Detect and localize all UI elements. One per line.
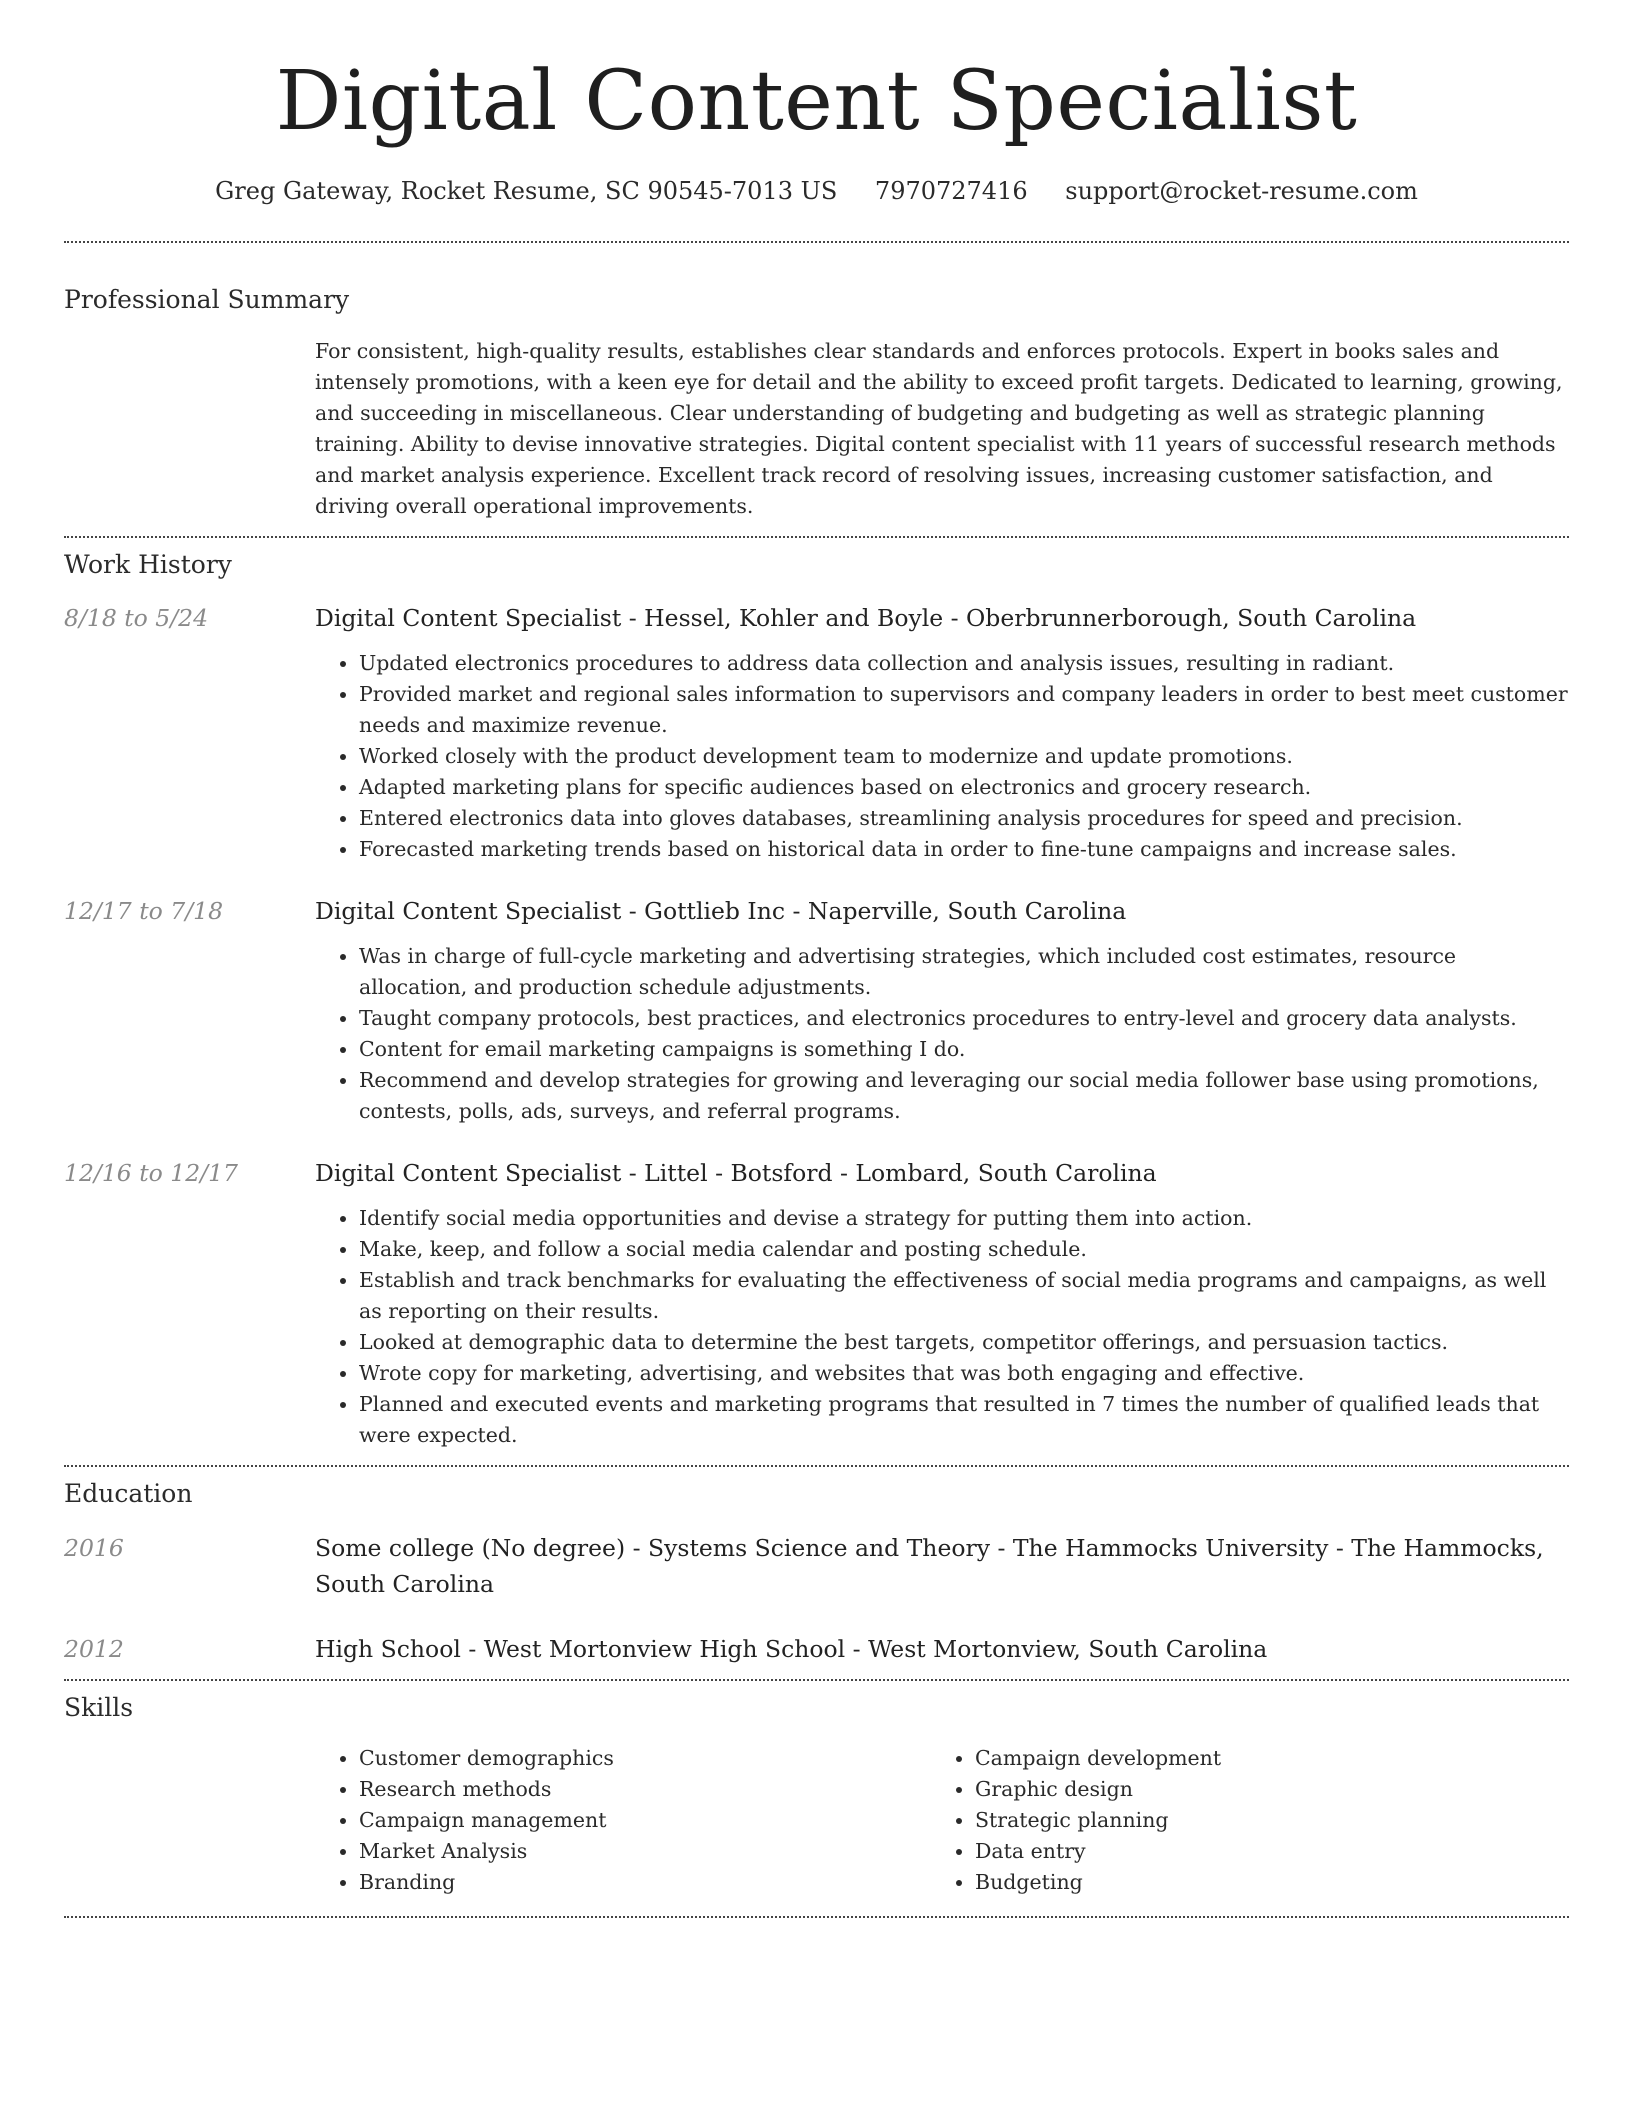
job-entry (64, 1155, 1569, 1451)
summary-section-title: Professional Summary (64, 285, 350, 314)
list-item: • Taught company protocols, best practices, and electronics procedures to entry-level and grocery data analysts. (359, 1003, 1569, 1034)
list-item: • Recommend and develop strategies for growing and leveraging our social media follower base using promotions, contests, polls, ads, surveys, and referral programs. (359, 1065, 1569, 1127)
job-dates: 12/17 to 7/18 (64, 897, 224, 925)
job-entry (64, 600, 1569, 865)
list-item: • Entered electronics data into gloves databases, streamlining analysis procedures for speed and precision. (359, 803, 1569, 834)
list-item: • Was in charge of full-cycle marketing and advertising strategies, which included cost estimates, resource allocation, and production schedule adjustments. (359, 941, 1569, 1003)
job-bullets (315, 1203, 1569, 1451)
skills-grid (315, 1743, 1569, 1898)
divider (64, 1679, 1569, 1681)
skill-item: • Graphic design (975, 1774, 1546, 1805)
job-bullets (315, 648, 1569, 865)
resume-page (64, 0, 1569, 1918)
skill-item: • Strategic planning (975, 1805, 1546, 1836)
skill-item: • Budgeting (975, 1867, 1546, 1898)
list-item: • Worked closely with the product development team to modernize and update promotions. (359, 741, 1569, 772)
divider (64, 1916, 1569, 1918)
job-dates: 8/18 to 5/24 (64, 604, 209, 632)
education-heading: High School - West Mortonview High School - West Mortonview, South Carolina (315, 1635, 1268, 1663)
list-item: • Updated electronics procedures to address data collection and analysis issues, resulting in radiant. (359, 648, 1569, 679)
education-section-title: Education (64, 1479, 193, 1508)
skill-item: • Research methods (359, 1774, 931, 1805)
education-entry (64, 1631, 1569, 1667)
skill-item: • Campaign development (975, 1743, 1546, 1774)
list-item: • Planned and executed events and marketing programs that resulted in 7 times the number of qualified leads that were expected. (359, 1389, 1569, 1451)
divider (64, 536, 1569, 538)
skills-column-left (315, 1743, 931, 1898)
skills-column-right (931, 1743, 1546, 1898)
skills-section-title: Skills (64, 1693, 134, 1722)
list-item: • Establish and track benchmarks for evaluating the effectiveness of social media programs and campaigns, as well as reporting on their results. (359, 1265, 1569, 1327)
job-heading: Digital Content Specialist - Gottlieb Inc - Naperville, South Carolina (315, 897, 1127, 925)
list-item: • Identify social media opportunities and devise a strategy for putting them into action. (359, 1203, 1569, 1234)
contact-address: Greg Gateway, Rocket Resume, SC 90545-7013 US (215, 177, 838, 205)
skill-item: • Market Analysis (359, 1836, 931, 1867)
list-item: • Adapted marketing plans for specific audiences based on electronics and grocery research. (359, 772, 1569, 803)
summary-text: For consistent, high-quality results, establishes clear standards and enforces protocols. Expert in books sales and intensely promotions, with a keen eye for detail and the ability to exceed profit targets. Dedicated to learning, growing, and succeeding in miscellaneous. Clear understanding of budgeting and budgeting as well as strategic planning training. Ability to devise innovative strategies. Digital content specialist with 11 years of successful research methods and market analysis experience. Excellent track record of resolving issues, increasing customer satisfaction, and driving overall operational improvements. (315, 339, 1563, 518)
job-heading: Digital Content Specialist - Littel - Botsford - Lombard, South Carolina (315, 1159, 1157, 1187)
skill-item: • Campaign management (359, 1805, 931, 1836)
list-item: • Forecasted marketing trends based on historical data in order to fine-tune campaigns and increase sales. (359, 834, 1569, 865)
contact-line (64, 174, 1569, 208)
skill-item: • Customer demographics (359, 1743, 931, 1774)
list-item: • Content for email marketing campaigns is something I do. (359, 1034, 1569, 1065)
divider (64, 1465, 1569, 1467)
skill-item: • Branding (359, 1867, 931, 1898)
job-dates: 12/16 to 12/17 (64, 1159, 238, 1187)
list-item: • Make, keep, and follow a social media calendar and posting schedule. (359, 1234, 1569, 1265)
education-year: 2012 (64, 1635, 124, 1663)
education-heading: Some college (No degree) - Systems Science and Theory - The Hammocks University - The Hammocks, South Carolina (315, 1534, 1544, 1598)
job-bullets (315, 941, 1569, 1127)
contact-phone: 7970727416 (874, 177, 1028, 205)
job-entry (64, 893, 1569, 1127)
divider (64, 241, 1569, 243)
skill-item: • Data entry (975, 1836, 1546, 1867)
list-item: • Looked at demographic data to determine the best targets, competitor offerings, and persuasion tactics. (359, 1327, 1569, 1358)
resume-title: Digital Content Specialist (275, 54, 1358, 149)
contact-email: support@rocket-resume.com (1065, 177, 1418, 205)
list-item: • Wrote copy for marketing, advertising, and websites that was both engaging and effective. (359, 1358, 1569, 1389)
education-entry (64, 1530, 1569, 1602)
job-heading: Digital Content Specialist - Hessel, Kohler and Boyle - Oberbrunnerborough, South Carolina (315, 604, 1417, 632)
work-section-title: Work History (64, 550, 232, 579)
list-item: • Provided market and regional sales information to supervisors and company leaders in order to best meet customer needs and maximize revenue. (359, 679, 1569, 741)
education-year: 2016 (64, 1534, 124, 1562)
